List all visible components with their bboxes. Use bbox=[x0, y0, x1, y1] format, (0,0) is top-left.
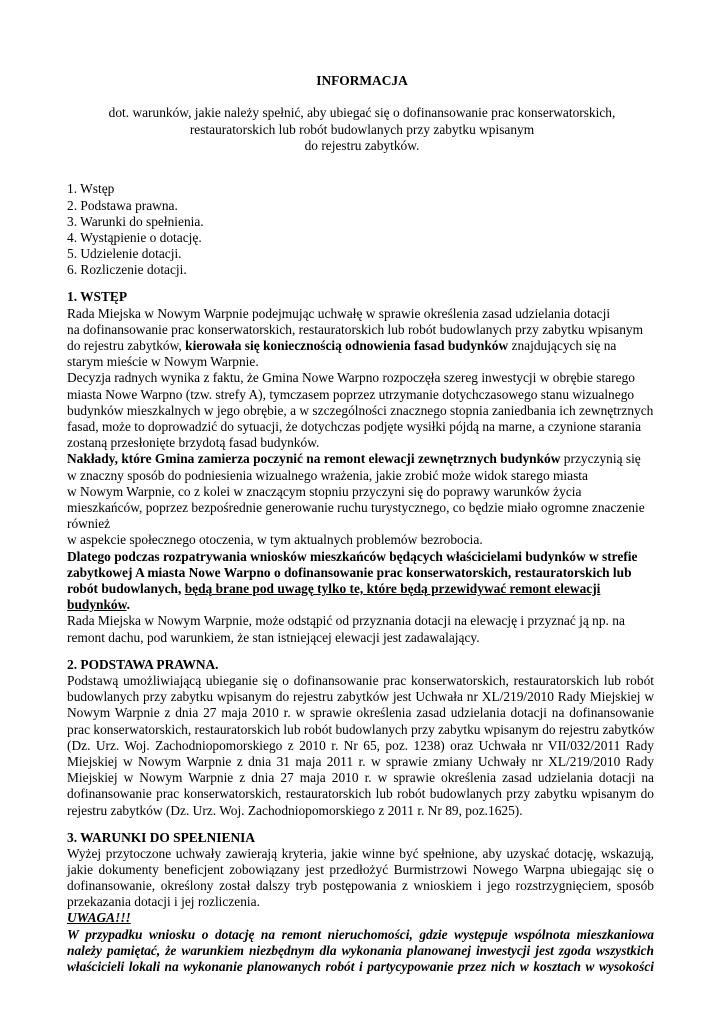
section-heading: 3. WARUNKI DO SPEŁNIENIA bbox=[67, 830, 255, 845]
warning-line: należy pamiętać, że warunkiem niezbędnym dla wykonania planowanej inwestycji jest zgoda wszystkich bbox=[67, 943, 654, 958]
section-heading: 2. PODSTAWA PRAWNA. bbox=[67, 657, 219, 672]
paragraph-line: przekazania dotacji i jej rozliczenia. bbox=[67, 894, 260, 909]
paragraph-line: w aspekcie społecznego otoczenia, w tym aktualnych problemów bezrobocia. bbox=[67, 532, 483, 547]
text-run: przyczynią się bbox=[560, 451, 641, 466]
paragraph-line: w Nowym Warpnie, co z kolei w znaczącym stopniu przyczyni się do poprawy warunków życia bbox=[67, 484, 582, 499]
paragraph-line: dofinansowanie prac konserwatorskich, restauratorskich lub robót budowlanych przy zabytku wpisanym do bbox=[67, 786, 654, 801]
paragraph-line: dofinansowanie, określony został dalszy tryb postępowania z wnioskiem i jego rozstrzygnięciem, sposób bbox=[67, 878, 654, 893]
underlined-text-run: budynków bbox=[67, 597, 127, 612]
toc-item: 6. Rozliczenie dotacji. bbox=[67, 262, 187, 277]
paragraph-line: Podstawą umożliwiającą ubieganie się o dofinansowanie prac konserwatorskich, restauratorskich lub robót bbox=[67, 673, 654, 688]
text-run: do rejestru zabytków, bbox=[67, 338, 186, 353]
warning-line: właścicieli lokali na wykonanie planowanych robót i partycypowanie przez nich w kosztach w wysokości bbox=[67, 959, 654, 974]
paragraph-line: w znaczny sposób do podniesienia wizualnego wrażenia, jakie zrobić może widok starego miasta bbox=[67, 468, 588, 483]
document-title: INFORMACJA bbox=[316, 73, 408, 88]
paragraph-line: jakie dokumenty beneficjent zobowiązany jest przedłożyć Burmistrzowi Nowego Warpna ubiegając się o bbox=[67, 862, 654, 877]
paragraph-line: Wyżej przytoczone uchwały zawierają kryteria, jakie winne być spełnione, aby uzyskać dotację, wskazują, bbox=[67, 846, 654, 861]
paragraph-line bbox=[67, 337, 616, 354]
subtitle-line: restauratorskich lub robót budowlanych przy zabytku wpisanym bbox=[189, 122, 535, 137]
paragraph-line: starym mieście w Nowym Warpnie. bbox=[67, 354, 259, 369]
toc-item: 5. Udzielenie dotacji. bbox=[67, 246, 182, 261]
subtitle-line: dot. warunków, jakie należy spełnić, aby ubiegać się o dofinansowanie prac konserwatorskich, bbox=[108, 105, 616, 120]
paragraph-line: Rada Miejska w Nowym Warpnie, może odstąpić od przyznania dotacji na elewację i przyznać ją np. na bbox=[67, 613, 625, 628]
section-heading: 1. WSTĘP bbox=[67, 289, 128, 304]
paragraph-line bbox=[67, 596, 130, 613]
paragraph-line bbox=[67, 580, 600, 597]
paragraph-line: (Dz. Urz. Woj. Zachodniopomorskiego z 2010 r. Nr 65, poz. 1238) oraz Uchwała nr VII/032/2011 Rady bbox=[67, 738, 654, 753]
paragraph-line: Miejskiej w Nowym Warpnie z dnia 27 maja 2010 r. w sprawie określenia zasad udzielania dotacji na bbox=[67, 770, 654, 785]
paragraph-line: budynków mieszkalnych w jego obrębie, a w szczególności znacznego stopnia zaniedbania ich zewnętrznych bbox=[67, 403, 654, 418]
paragraph-line: Decyzja radnych wynika z faktu, że Gmina Nowe Warpno rozpoczęła szereg inwestycji w obrębie starego bbox=[67, 370, 635, 385]
toc-item: 1. Wstęp bbox=[67, 181, 115, 196]
bold-text-run: robót budowlanych, bbox=[67, 581, 185, 596]
paragraph-line: prac konserwatorskich, restauratorskich lub robót budowlanych przy zabytku wpisanym do rejestru zabytków bbox=[67, 722, 655, 737]
toc-item: 4. Wystąpienie o dotację. bbox=[67, 230, 202, 245]
warning-label: UWAGA!!! bbox=[67, 910, 131, 925]
underlined-text-run: będą brane pod uwagę tylko te, które będą przewidywać remont elewacji bbox=[184, 581, 601, 596]
paragraph-line: Miejskiej w Nowym Warpnie z dnia 31 maja 2011 r. w sprawie zmiany Uchwały nr XL/219/2010 Rady bbox=[67, 754, 654, 769]
paragraph-line: fasad, może to doprowadzić do sytuacji, że dotychczas podjęte wysiłki pójdą na marne, a czynione starania bbox=[67, 419, 642, 434]
paragraph-line: zostaną przesłonięte brzydotą fasad budynków. bbox=[67, 435, 320, 450]
warning-line: W przypadku wniosku o dotację na remont nieruchomości, gdzie występuje wspólnota mieszkaniowa bbox=[67, 927, 654, 942]
paragraph-line: miasta Nowe Warpno (tzw. strefy A), tymczasem poprzez utrzymanie dotychczasowego stanu wizualnego bbox=[67, 387, 635, 402]
paragraph-line: mieszkańców, poprzez bezpośrednie generowanie ruchu turystycznego, co będzie miało ogromne znaczenie bbox=[67, 500, 645, 515]
paragraph-line: Rada Miejska w Nowym Warpnie podejmując uchwałę w sprawie określenia zasad udzielania dotacji bbox=[67, 306, 611, 321]
bold-text-run: kierowała się koniecznością odnowienia fasad budynków bbox=[185, 338, 509, 353]
paragraph-line: zabytkowej A miasta Nowe Warpno o dofinansowanie prac konserwatorskich, restauratorskich lub bbox=[67, 565, 632, 580]
paragraph-line: Dlatego podczas rozpatrywania wniosków mieszkańców będących właścicielami budynków w strefie bbox=[67, 549, 638, 564]
toc-item: 3. Warunki do spełnienia. bbox=[67, 214, 204, 229]
paragraph-line: rejestru zabytków (Dz. Urz. Woj. Zachodniopomorskiego z 2011 r. Nr 89, poz.1625). bbox=[67, 803, 523, 818]
paragraph-line: na dofinansowanie prac konserwatorskich, restauratorskich lub robót budowlanych przy zabytku wpisanym bbox=[67, 322, 644, 337]
paragraph-line: Nowym Warpnie z dnia 27 maja 2010 r. w sprawie określenia zasad udzielania dotacji na dofinansowanie bbox=[67, 705, 654, 720]
paragraph-line: remont dachu, pod warunkiem, że stan istniejącej elewacji jest zadawalający. bbox=[67, 630, 480, 645]
toc-item: 2. Podstawa prawna. bbox=[67, 198, 178, 213]
text-run: znajdujących się na bbox=[508, 338, 617, 353]
subtitle-line: do rejestru zabytków. bbox=[304, 138, 420, 153]
paragraph-line: również bbox=[67, 516, 111, 531]
text-run: . bbox=[126, 597, 130, 612]
paragraph-line: budowlanych przy zabytku wpisanym do rejestru zabytków jest Uchwała nr XL/219/2010 Rady Miejskiej w bbox=[67, 689, 654, 704]
paragraph-line bbox=[67, 450, 641, 467]
bold-text-run: Nakłady, które Gmina zamierza poczynić na remont elewacji zewnętrznych budynków bbox=[67, 451, 561, 466]
